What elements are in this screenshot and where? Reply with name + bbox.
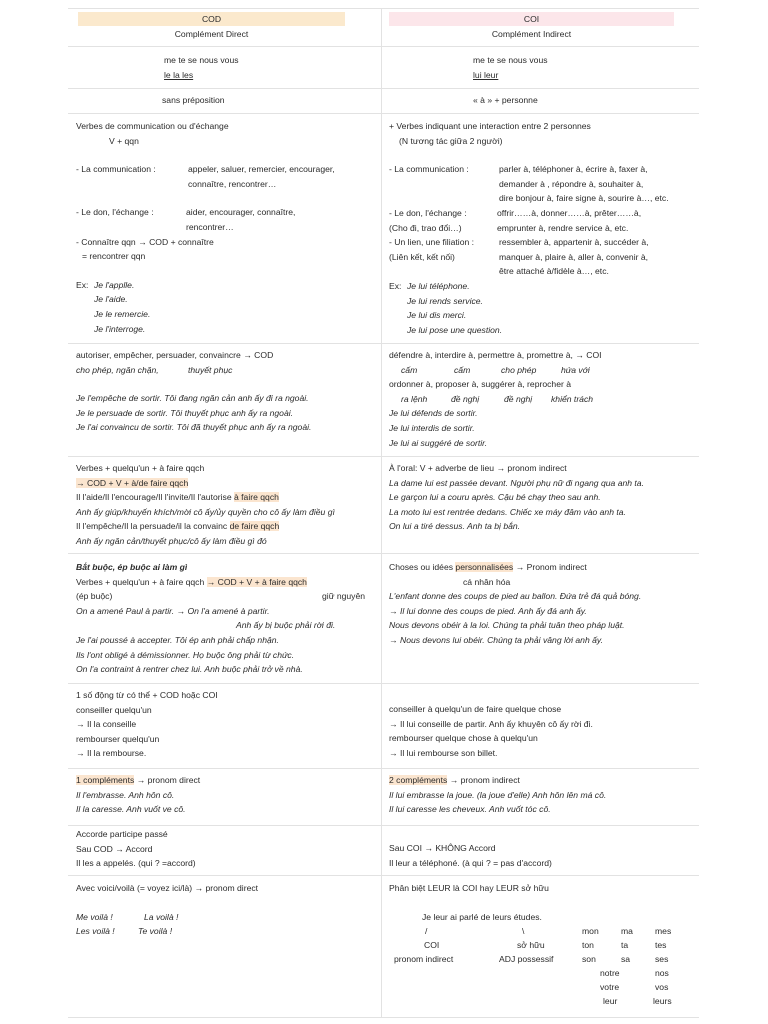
verb-vi: cho phép	[501, 364, 537, 375]
choses-rule: → Pronom indirect	[515, 562, 587, 572]
leur-title: Phân biệt LEUR là COI hay LEUR sở hữu	[389, 883, 549, 893]
comm-label: - La communication :	[76, 164, 156, 175]
verb-vi: cấm	[401, 364, 418, 375]
cod-title: COD	[201, 14, 222, 24]
verbs-left-title: Verbes de communication ou d'échange	[76, 121, 229, 131]
don-label: - Le don, l'échange :	[389, 207, 467, 218]
example-line: Nous devons obéir à la loi. Chúng ta phải tuân theo pháp luật.	[389, 620, 625, 631]
complements-title: → pronom direct	[134, 775, 201, 785]
example-line: Je le persuade de sortir. Tôi thuyết phục anh ấy ra ngoài.	[76, 407, 294, 418]
autoriser-right	[389, 348, 694, 450]
accord-example: Il leur a téléphoné. (à qui ? = pas d'accord)	[389, 857, 552, 868]
personnalisees-right	[389, 560, 694, 648]
possessive-word: ta	[621, 940, 629, 950]
example-line: Je l'ai convaincu de sortir. Tôi đã thuyết phục anh ấy ra ngoài.	[76, 422, 312, 433]
example-line: Je lui ai suggéré de sortir.	[389, 437, 488, 448]
example-line: Je lui dis merci.	[407, 310, 467, 321]
example-line: On l'a contraint à rentrer chez lui. Anh buộc phải trở về nhà.	[76, 664, 303, 675]
verb-vi: khiển trách	[551, 393, 594, 404]
voici-example: Me voilà !	[76, 911, 113, 922]
example-line: Il la caresse. Anh vuốt ve cô.	[76, 804, 186, 815]
contraindre-vi: giữ nguyên	[322, 591, 366, 602]
complements-left	[76, 773, 376, 817]
ordonner-rule: ordonner à, proposer à, suggérer à, reprocher à	[389, 379, 572, 390]
verbs-left-formula: V + qqn	[109, 135, 139, 146]
connaitre-note: = rencontrer qqn	[82, 251, 146, 262]
example-line: Je lui défends de sortir.	[389, 408, 478, 419]
aider-vi: Anh ấy giúp/khuyến khích/mời cô ấy/ủy quyền cho cô ấy làm điều gì	[76, 506, 335, 517]
both-left	[76, 688, 376, 761]
verb-vi: hứa với	[561, 364, 590, 375]
comm-verbs: connaître, rencontrer…	[188, 178, 277, 189]
accord-left	[76, 827, 376, 871]
row-divider	[68, 343, 699, 344]
accord-example: Il les a appelés. (qui ? =accord)	[76, 858, 196, 869]
comm-label: - La communication :	[389, 164, 469, 175]
example-line: Ils l'ont obligé à démissionner. Họ buộc ông phải từ chức.	[76, 649, 295, 660]
don-verbs: emprunter à, rendre service à, etc.	[497, 222, 629, 233]
row-divider	[68, 1017, 699, 1018]
leur-sentence: Je leur ai parlé de leurs études.	[422, 912, 542, 922]
leur-coi: pronom indirect	[394, 954, 454, 964]
example-line: Je l'applle.	[94, 279, 135, 290]
example-line: → Il lui donne des coups de pied. Anh ấy đá anh ấy.	[389, 605, 587, 616]
example-line: Le garçon lui a couru après. Cậu bé chạy theo sau anh.	[389, 492, 601, 503]
row-divider	[68, 825, 699, 826]
cod-preposition: sans préposition	[162, 95, 225, 105]
possessive-word: leurs	[653, 996, 672, 1006]
row-divider	[68, 553, 699, 554]
lien-vi: (Liên kết, kết nối)	[389, 251, 455, 262]
leur-possessive: ADJ possessif	[499, 954, 554, 964]
example-label: Ex:	[76, 279, 89, 290]
empecher-example: Il l'empêche/Il la persuade/il la convainc	[76, 521, 228, 532]
row-divider	[68, 113, 699, 114]
leur-arrow: /	[425, 926, 428, 936]
leur-arrow: \	[522, 926, 525, 936]
oral-right	[389, 461, 694, 534]
accord-title: Accorde participe passé	[76, 829, 168, 839]
aider-formula: → COD + V + à/de faire qqch	[76, 477, 189, 488]
don-verbs: aider, encourager, connaître,	[186, 207, 296, 218]
don-verbs: rencontrer…	[186, 221, 234, 232]
possessive-word: notre	[600, 968, 620, 978]
choses-hl: personnalisées	[455, 562, 514, 572]
example-line: Je lui téléphone.	[407, 280, 470, 291]
cod-pronouns-line: me te se nous vous	[164, 55, 239, 65]
row-divider	[68, 8, 699, 9]
contraindre-title: Bắt buộc, ép buộc ai làm gì	[76, 562, 188, 572]
row-divider	[68, 88, 699, 89]
example-line: On lui a tiré dessus. Anh ta bị bắn.	[389, 521, 521, 532]
row-divider	[68, 456, 699, 457]
example-line: Il l'embrasse. Anh hôn cô.	[76, 789, 175, 800]
comm-verbs: appeler, saluer, remercier, encourager,	[188, 164, 335, 175]
coi-header	[389, 12, 674, 41]
lien-verbs: ressembler à, appartenir à, succéder à,	[499, 237, 649, 248]
possessive-word: votre	[600, 982, 620, 992]
oral-rule: À l'oral: V + adverbe de lieu → pronom indirect	[389, 463, 567, 473]
possessive-word: vos	[655, 982, 669, 992]
verb-vi: đề nghị	[504, 393, 533, 404]
comm-verbs: demander à , répondre à, souhaiter à,	[499, 178, 644, 189]
possessive-word: tes	[655, 940, 667, 950]
row-divider	[68, 683, 699, 684]
don-label: - Le don, l'échange :	[76, 207, 154, 218]
cod-subtitle: Complément Direct	[174, 28, 249, 39]
coi-pronouns-main: lui leur	[473, 69, 499, 80]
row-divider	[68, 875, 699, 876]
defendre-rule: défendre à, interdire à, permettre à, promettre à, → COI	[389, 350, 602, 360]
leur-possessive: sở hữu	[517, 940, 545, 950]
example-line: Je le remercie.	[94, 308, 151, 319]
autoriser-left	[76, 348, 376, 435]
accord-rule: Sau COD → Accord	[76, 843, 153, 854]
autoriser-rule: autoriser, empêcher, persuader, convaincre → COD	[76, 350, 274, 360]
lien-label: - Un lien, une filiation :	[389, 237, 475, 248]
autoriser-vi: cho phép, ngăn chặn,	[76, 364, 159, 375]
example-line: Il lui embrasse la joue. (la joue d'elle) Anh hôn lên má cô.	[389, 789, 607, 800]
complements-title-hl: 2 compléments	[389, 775, 448, 785]
possessive-word: mes	[655, 926, 672, 936]
row-divider	[68, 46, 699, 47]
complements-title-hl: 1 compléments	[76, 775, 135, 785]
coi-preposition: « à » + personne	[473, 95, 538, 105]
autoriser-vi: thuyết phục	[188, 364, 233, 375]
example-line: L'enfant donne des coups de pied au ballon. Đứa trẻ đá quả bóng.	[389, 591, 642, 602]
verbs-right-title-vi: (N tương tác giữa 2 người)	[399, 135, 503, 146]
lien-verbs: manquer à, plaire à, aller à, convenir à,	[499, 251, 649, 262]
example-line: On a amené Paul à partir. → On l'a amené à partir.	[76, 605, 270, 616]
possessive-word: son	[582, 954, 596, 964]
possessive-word: sa	[621, 954, 631, 964]
possessive-word: ma	[621, 926, 633, 936]
voici-example: Te voilà !	[138, 926, 173, 937]
comm-verbs: parler à, téléphoner à, écrire à, faxer à,	[499, 164, 648, 175]
lien-verbs: être attaché à/fidèle à…, etc.	[499, 266, 609, 277]
verbs-left	[76, 119, 376, 336]
column-divider	[381, 8, 382, 1018]
coi-subtitle: Complément Indirect	[491, 28, 572, 39]
both-line: conseiller à quelqu'un de faire quelque chose	[389, 704, 562, 714]
leur-coi: COI	[424, 940, 440, 950]
both-title: 1 số động từ có thể + COD hoặc COI	[76, 690, 218, 700]
contraindre-vi: (ép buộc)	[76, 591, 113, 602]
both-line: → Il lui rembourse son billet.	[389, 747, 498, 758]
aider-rule: Verbes + quelqu'un + à faire qqch	[76, 463, 205, 473]
example-line: Il lui caresse les cheveux. Anh vuốt tóc cô.	[389, 804, 551, 815]
don-verbs: offrir……à, donner……à, prêter……à,	[497, 207, 642, 218]
choses-rule: Choses ou idées	[389, 562, 454, 572]
example-line: Je l'interroge.	[94, 323, 146, 334]
voici-left	[76, 881, 376, 939]
complements-right	[389, 773, 694, 817]
coi-pronouns	[473, 53, 548, 82]
both-line: → Il la rembourse.	[76, 748, 147, 759]
both-line: → Il lui conseille de partir. Anh ấy khuyên cô ấy rời đi.	[389, 718, 593, 729]
both-line: rembourser quelqu'un	[76, 733, 160, 744]
empecher-example-hl: de faire qqch	[229, 521, 280, 532]
example-line: Je l'aide.	[94, 294, 128, 305]
possessive-word: mon	[582, 926, 599, 936]
complements-title: → pronom indirect	[447, 775, 520, 785]
possessive-word: leur	[603, 996, 618, 1006]
both-right	[389, 702, 694, 760]
choses-vi: cá nhân hóa	[463, 576, 511, 587]
grammar-table	[68, 8, 699, 1018]
example-line: Anh ấy bị buộc phải rời đi.	[236, 620, 336, 631]
contraindre-formula: → COD + V + à faire qqch	[206, 576, 307, 587]
both-line: rembourser quelque chose à quelqu'un	[389, 733, 538, 744]
possessive-word: ses	[655, 954, 669, 964]
cod-header	[78, 12, 345, 41]
accord-right	[389, 841, 694, 870]
verbs-right	[389, 119, 694, 337]
example-line: → Nous devons lui obéir. Chúng ta phải vâng lời anh ấy.	[389, 634, 603, 645]
cod-pronouns-main: le la les	[164, 69, 194, 80]
aider-example: Il l'aide/Il l'encourage/Il l'invite/Il l'autorise	[76, 492, 232, 503]
example-line: Je l'ai poussé à accepter. Tôi ép anh phải chấp nhận.	[76, 634, 279, 645]
possessive-word: ton	[582, 940, 594, 950]
cod-pronouns	[164, 53, 239, 82]
row-divider	[68, 768, 699, 769]
voici-example: La voilà !	[144, 911, 179, 922]
possessive-word: nos	[655, 968, 669, 978]
both-line: conseiller quelqu'un	[76, 704, 152, 715]
coi-pronouns-line: me te se nous vous	[473, 55, 548, 65]
example-line: La moto lui est rentrée dedans. Chiếc xe máy đâm vào anh ta.	[389, 506, 626, 517]
example-line: Je lui interdis de sortir.	[389, 422, 475, 433]
both-line: → Il la conseille	[76, 719, 137, 730]
empecher-vi: Anh ấy ngăn cản/thuyết phục/cô ấy làm điều gì đó	[76, 535, 267, 546]
contraindre-rule: Verbes + quelqu'un + à faire qqch	[76, 576, 205, 587]
example-line: Je lui rends service.	[407, 295, 483, 306]
example-label: Ex:	[389, 280, 402, 291]
leur-right	[389, 881, 694, 1017]
aider-example-hl: à faire qqch	[234, 492, 279, 503]
voici-example: Les voilà !	[76, 926, 115, 937]
coi-title: COI	[523, 14, 540, 24]
verb-vi: cấm	[454, 364, 471, 375]
example-line: Je lui pose une question.	[407, 324, 503, 335]
accord-rule: Sau COI → KHÔNG Accord	[389, 843, 496, 853]
contraindre-left	[76, 560, 376, 677]
don-vi: (Cho đi, trao đổi…)	[389, 222, 462, 233]
example-line: Je l'empêche de sortir. Tôi đang ngăn cản anh ấy đi ra ngoài.	[76, 393, 309, 404]
voici-title: Avec voici/voilà (= voyez ici/là) → pronom direct	[76, 883, 259, 893]
verbs-right-title: + Verbes indiquant une interaction entre 2 personnes	[389, 121, 591, 131]
verb-vi: ra lệnh	[401, 393, 428, 404]
connaitre-rule: - Connaître qqn → COD + connaître	[76, 236, 214, 247]
verb-vi: đề nghị	[451, 393, 480, 404]
example-line: La dame lui est passée devant. Người phụ nữ đi ngang qua anh ta.	[389, 477, 644, 488]
aider-left	[76, 461, 376, 549]
comm-verbs: dire bonjour à, faire signe à, sourire à…, etc.	[499, 193, 669, 204]
